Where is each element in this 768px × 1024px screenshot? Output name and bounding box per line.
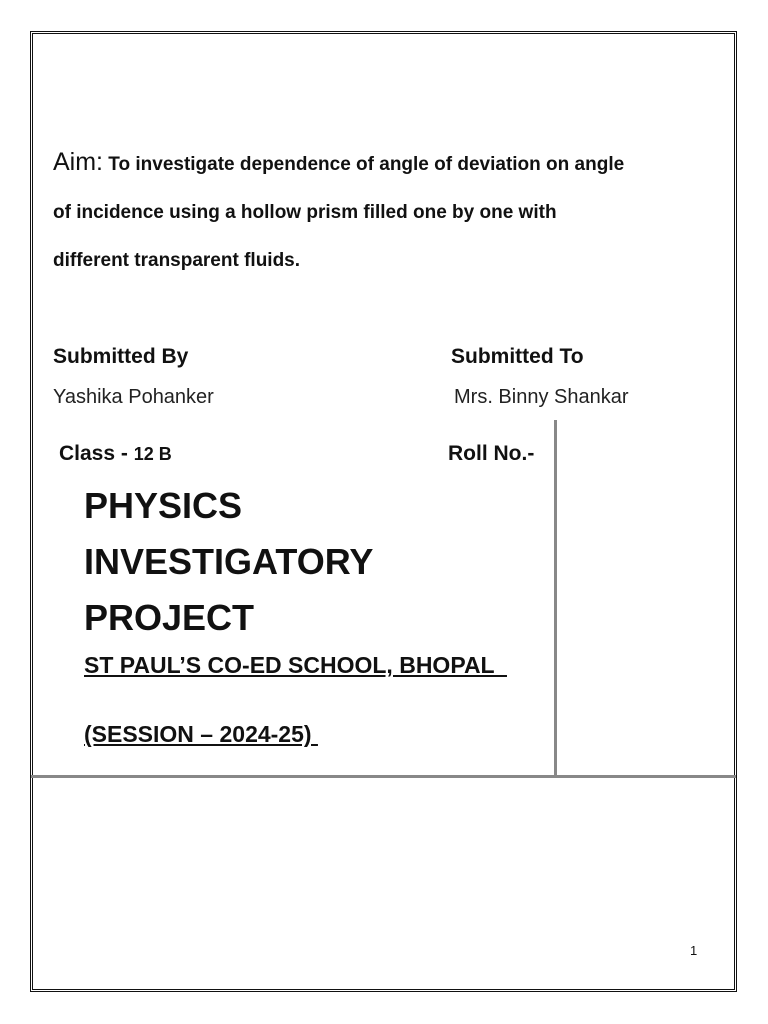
submitted-by-label: Submitted By (53, 345, 189, 368)
title-line-3: PROJECT (84, 597, 255, 638)
school-name: ST PAUL’S CO-ED SCHOOL, BHOPAL (84, 652, 507, 678)
submitted-by-name: Yashika Pohanker (53, 386, 214, 408)
aim-line-2: of incidence using a hollow prism filled one by one with (53, 202, 557, 223)
title-line-2: INVESTIGATORY (84, 541, 374, 582)
class-field (59, 442, 172, 466)
aim-text-1: To investigate dependence of angle of deviation on angle (108, 154, 625, 175)
class-value: 12 B (133, 444, 172, 464)
aim-section (53, 138, 723, 285)
aim-line-3: different transparent fluids. (53, 250, 301, 271)
class-label: Class - (59, 442, 134, 465)
roll-no-label: Roll No.- (448, 442, 535, 465)
aim-line-1 (53, 138, 723, 189)
aim-label: Aim: (53, 148, 103, 176)
vertical-divider (554, 420, 557, 776)
submitted-to-label: Submitted To (451, 345, 584, 368)
submitted-to-name: Mrs. Binny Shankar (454, 386, 629, 408)
session: (SESSION – 2024-25) (84, 721, 318, 747)
project-title (84, 478, 373, 646)
page-number: 1 (690, 943, 698, 958)
title-line-1: PHYSICS (84, 485, 243, 526)
horizontal-divider (31, 775, 736, 778)
